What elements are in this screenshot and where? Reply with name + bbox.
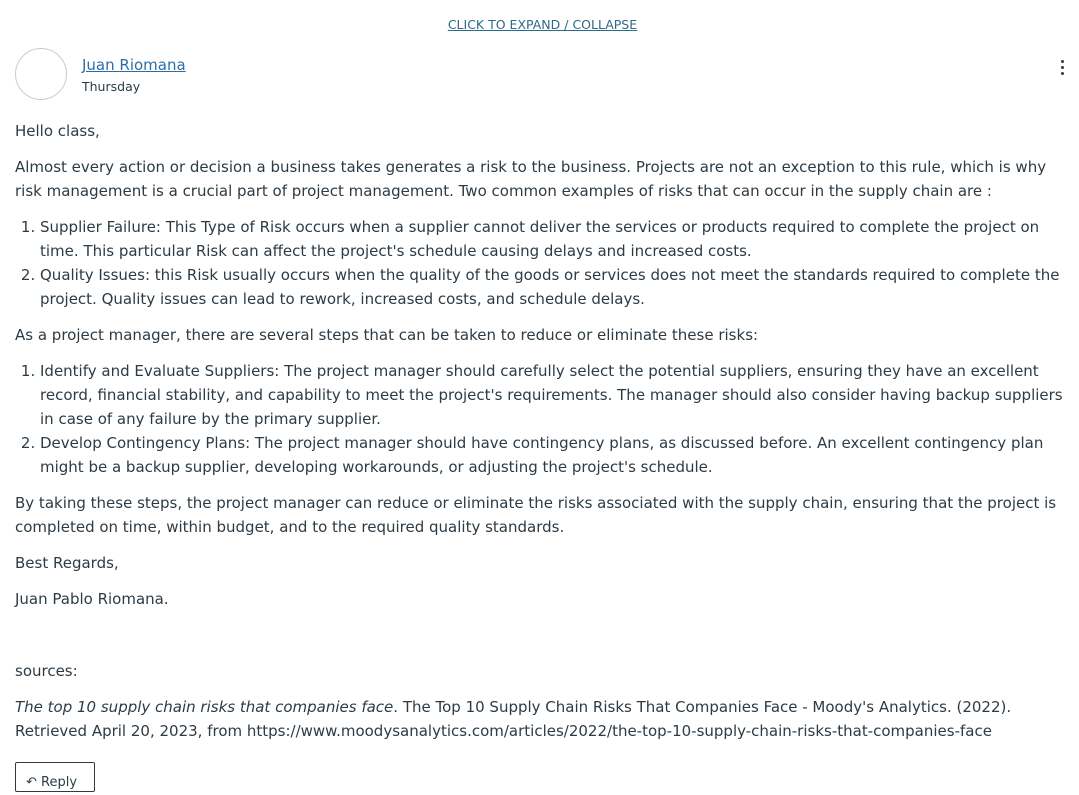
- list-item: 1. Supplier Failure: This Type of Risk occurs when a supplier cannot deliver the services or products required to complete the project on time. This particular Risk can affect the project's schedule causing delays and increased costs.: [40, 215, 1071, 263]
- steps-intro-paragraph: As a project manager, there are several steps that can be taken to reduce or eliminate these risks:: [15, 326, 759, 344]
- post-header: [15, 48, 1070, 104]
- citation-details: . The Top 10 Supply Chain Risks That Companies Face - Moody's Analytics. (2022). Retrieved April 20, 2023, from https://www.moodysanalytics.com/articles/2022/the-top-10-supply-chain-risks-that-companies-face: [15, 698, 1012, 740]
- expand-collapse-link[interactable]: CLICK TO EXPAND / COLLAPSE: [447, 17, 638, 32]
- list-item: 1. Identify and Evaluate Suppliers: The project manager should carefully select the potential suppliers, ensuring they have an excellent record, financial stability, and capability to meet the project's requirements. The manager should also consider having backup suppliers in case of any failure by the primary supplier.: [40, 359, 1071, 431]
- reply-button[interactable]: ↶ Reply: [15, 762, 95, 792]
- citation-title: The top 10 supply chain risks that companies face: [15, 698, 394, 716]
- greeting: Hello class,: [15, 122, 100, 140]
- risk-list: [15, 215, 1071, 311]
- conclusion-paragraph: By taking these steps, the project manager can reduce or eliminate the risks associated with the supply chain, ensuring that the project is completed on time, within budget, and to the required quality standards.: [15, 494, 1057, 536]
- author-name-link[interactable]: Juan Riomana: [82, 56, 186, 74]
- list-item: 2. Quality Issues: this Risk usually occurs when the quality of the goods or services does not meet the standards required to complete the project. Quality issues can lead to rework, increased costs, and schedule delays.: [40, 263, 1071, 311]
- post-body: [15, 119, 1071, 755]
- post-date: Thursday: [82, 79, 141, 94]
- closing: Best Regards,: [15, 554, 119, 572]
- signature: Juan Pablo Riomana.: [15, 590, 169, 608]
- intro-paragraph: Almost every action or decision a business takes generates a risk to the business. Projects are not an exception to this rule, which is why risk management is a crucial part of project management. Two common examples of risks that can occur in the supply chain are :: [15, 158, 1047, 200]
- citation: [15, 695, 1071, 743]
- steps-list: [15, 359, 1071, 479]
- list-item: 2. Develop Contingency Plans: The project manager should have contingency plans, as discussed before. An excellent contingency plan might be a backup supplier, developing workarounds, or adjusting the project's schedule.: [40, 431, 1071, 479]
- kebab-menu-icon[interactable]: [1054, 56, 1070, 78]
- avatar[interactable]: [15, 48, 67, 100]
- sources-label: sources:: [15, 662, 78, 680]
